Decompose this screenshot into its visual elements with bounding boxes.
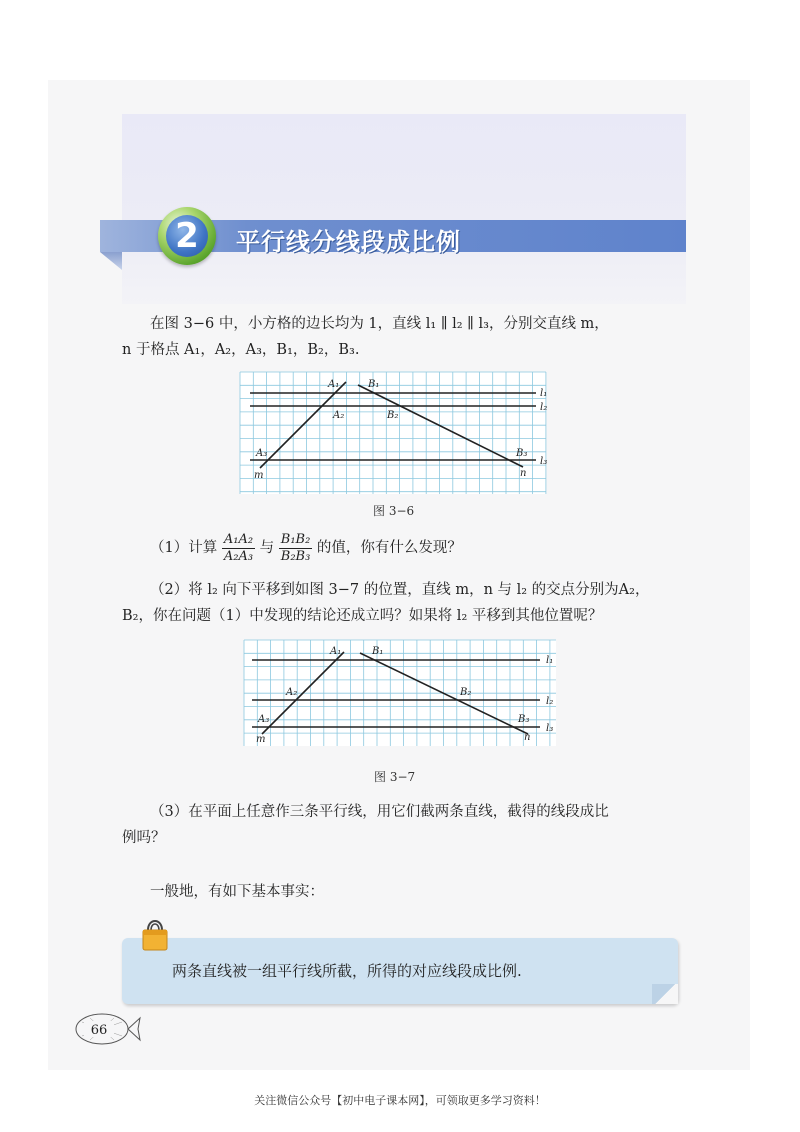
section-number: 2 <box>166 215 208 257</box>
question-3-line-1: （3）在平面上任意作三条平行线，用它们截两条直线，截得的线段成比 <box>150 804 609 820</box>
intro-line-1: 在图 3−6 中，小方格的边长均为 1，直线 l₁ ∥ l₂ ∥ l₃，分别交直线 m， <box>150 316 609 332</box>
label-B2: B₂ <box>460 687 472 698</box>
q1-suffix: 的值，你有什么发现？ <box>316 540 462 556</box>
fraction-a-numerator: A₁A₂ <box>223 531 254 547</box>
label-n: n <box>524 732 531 743</box>
section-title: 平行线分线段成比例 <box>236 228 461 256</box>
figure-3-7-caption: 图 3−7 <box>374 770 416 784</box>
basic-fact-box <box>122 938 678 1004</box>
label-B1: B₁ <box>368 379 380 390</box>
label-B3: B₃ <box>518 714 530 725</box>
fraction-b-denominator: B₂B₃ <box>280 548 311 564</box>
page-curl-corner <box>652 984 678 1004</box>
fraction-a-denominator: A₂A₃ <box>223 548 254 564</box>
binder-clip-icon <box>140 912 170 954</box>
label-B1: B₁ <box>372 646 384 657</box>
question-2-line-1: （2）将 l₂ 向下平移到如图 3−7 的位置，直线 m，n 与 l₂ 的交点分别为A₂， <box>150 582 650 598</box>
question-1 <box>150 528 670 568</box>
header-band <box>122 114 686 304</box>
label-l3: l₃ <box>540 456 548 467</box>
fraction-b-numerator: B₁B₂ <box>280 531 311 547</box>
label-l2: l₂ <box>540 402 548 413</box>
section-number-badge <box>158 207 216 265</box>
question-2-line-2: B₂，你在问题（1）中发现的结论还成立吗？如果将 l₂ 平移到其他位置呢？ <box>122 608 603 624</box>
figure-3-7 <box>244 640 556 746</box>
fraction-b <box>279 532 313 565</box>
general-statement: 一般地，有如下基本事实： <box>150 884 324 900</box>
label-l3: l₃ <box>546 723 554 734</box>
label-B2: B₂ <box>387 410 399 421</box>
label-l1: l₁ <box>546 655 554 666</box>
fraction-a <box>222 532 255 565</box>
page-number-fish-icon <box>72 1010 142 1048</box>
q1-mid: 与 <box>259 540 275 556</box>
label-m: m <box>254 470 264 481</box>
label-n: n <box>520 468 527 479</box>
label-l2: l₂ <box>546 696 554 707</box>
label-A3: A₃ <box>256 448 268 459</box>
label-A2: A₂ <box>333 410 345 421</box>
q1-prefix: （1）计算 <box>150 540 218 556</box>
label-l1: l₁ <box>540 388 548 399</box>
label-A1: A₁ <box>328 379 340 390</box>
figure-3-6 <box>240 372 546 494</box>
page-number: 66 <box>90 1023 108 1038</box>
question-3-line-2: 例吗？ <box>122 830 166 846</box>
label-A3: A₃ <box>258 714 270 725</box>
label-m: m <box>256 734 266 745</box>
footer-note: 关注微信公众号【初中电子课本网】，可领取更多学习资料！ <box>254 1094 546 1107</box>
label-A1: A₁ <box>330 646 342 657</box>
basic-fact-text: 两条直线被一组平行线所截，所得的对应线段成比例. <box>172 962 522 980</box>
figure-3-6-caption: 图 3−6 <box>373 504 415 518</box>
label-B3: B₃ <box>516 448 528 459</box>
label-A2: A₂ <box>286 687 298 698</box>
intro-line-2: n 于格点 A₁，A₂，A₃，B₁，B₂，B₃. <box>122 342 360 358</box>
